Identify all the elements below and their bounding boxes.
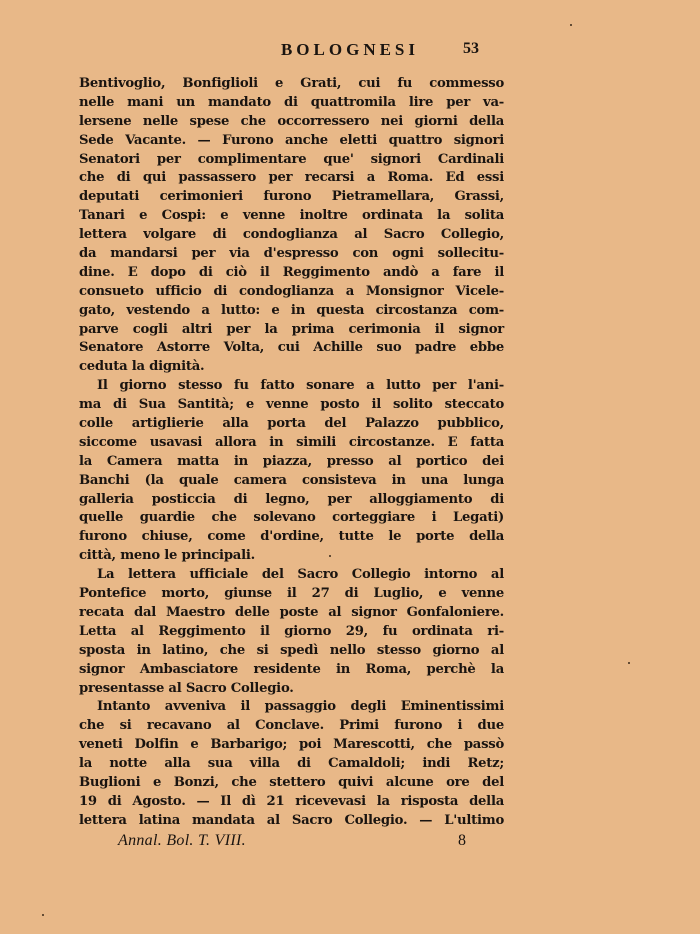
body-text <box>79 75 504 831</box>
text-line: da mandarsi per via d'espresso con ogni sollecitu- <box>79 246 504 262</box>
text-line: furono chiuse, come d'ordine, tutte le porte della <box>79 529 504 545</box>
text-line: Letta al Reggimento il giorno 29, fu ordinata ri- <box>79 623 504 639</box>
scan-speck <box>628 662 630 664</box>
text-line: recata dal Maestro delle poste al signor Gonfaloniere. <box>79 604 504 620</box>
page-footer <box>118 832 478 850</box>
text-line: Tanari e Cospi: e venne inoltre ordinata la solita <box>79 208 504 224</box>
text-line: Banchi (la quale camera consisteva in una lunga <box>79 472 504 488</box>
text-line: consueto ufficio di condoglianza a Monsignor Vicele- <box>79 283 504 299</box>
text-line: che di qui passassero per recarsi a Roma. Ed essi <box>79 170 504 186</box>
text-line: ma di Sua Santità; e venne posto il solito steccato <box>79 397 504 413</box>
text-line: 19 di Agosto. — Il dì 21 ricevevasi la risposta della <box>79 793 504 809</box>
text-line: città, meno le principali. <box>79 548 255 564</box>
text-line: parve cogli altri per la prima cerimonia il signor <box>79 321 504 337</box>
scan-speck <box>329 555 331 557</box>
text-line: lettera latina mandata al Sacro Collegio. — L'ultimo <box>79 812 504 828</box>
text-line: Senatori per complimentare que' signori Cardinali <box>79 151 504 167</box>
text-line: La lettera ufficiale del Sacro Collegio intorno al <box>97 567 504 583</box>
scan-speck <box>570 24 572 26</box>
text-line: gato, vestendo a lutto: e in questa circostanza com- <box>79 302 504 318</box>
page-number: 53 <box>463 40 479 57</box>
text-line: siccome usavasi allora in simili circostanze. E fatta <box>79 434 504 450</box>
text-line: Intanto avveniva il passaggio degli Eminentissimi <box>97 699 504 715</box>
text-line: Il giorno stesso fu fatto sonare a lutto per l'ani- <box>97 378 504 394</box>
scan-speck <box>42 914 44 916</box>
text-line: la notte alla sua villa di Camaldoli; indi Retz; <box>79 756 504 772</box>
text-line: quelle guardie che solevano corteggiare i Legati) <box>79 510 504 526</box>
text-line: sposta in latino, che si spedì nello stesso giorno al <box>79 642 504 658</box>
text-line: lettera volgare di condoglianza al Sacro Collegio, <box>79 227 504 243</box>
text-line: nelle mani un mandato di quattromila lire per va- <box>79 94 504 110</box>
text-line: galleria posticcia di legno, per alloggiamento di <box>79 491 504 507</box>
text-line: Senatore Astorre Volta, cui Achille suo padre ebbe <box>79 340 504 356</box>
text-line: Bentivoglio, Bonfiglioli e Grati, cui fu commesso <box>79 76 504 91</box>
text-line: lersene nelle spese che occorressero nei giorni della <box>79 113 504 129</box>
signature-number: 8 <box>458 832 466 849</box>
text-line: Sede Vacante. — Furono anche eletti quattro signori <box>79 132 504 148</box>
text-line: deputati cerimonieri furono Pietramellara, Grassi, <box>79 189 504 205</box>
text-line: che si recavano al Conclave. Primi furono i due <box>79 718 504 734</box>
text-line: Buglioni e Bonzi, che stettero quivi alcune ore del <box>79 774 504 790</box>
text-line: colle artiglierie alla porta del Palazzo pubblico, <box>79 416 504 432</box>
text-line: dine. E dopo di ciò il Reggimento andò a fare il <box>79 264 504 280</box>
text-line: la Camera matta in piazza, presso al portico dei <box>79 453 504 469</box>
printer-signature: Annal. Bol. T. VIII. <box>118 832 246 849</box>
text-line: signor Ambasciatore residente in Roma, perchè la <box>79 661 504 677</box>
text-line: veneti Dolfin e Barbarigo; poi Marescotti, che passò <box>79 737 504 753</box>
text-line: Pontefice morto, giunse il 27 di Luglio, e venne <box>79 586 504 602</box>
text-line: presentasse al Sacro Collegio. <box>79 680 294 696</box>
running-title: BOLOGNESI <box>280 40 420 59</box>
text-line: ceduta la dignità. <box>79 359 205 375</box>
